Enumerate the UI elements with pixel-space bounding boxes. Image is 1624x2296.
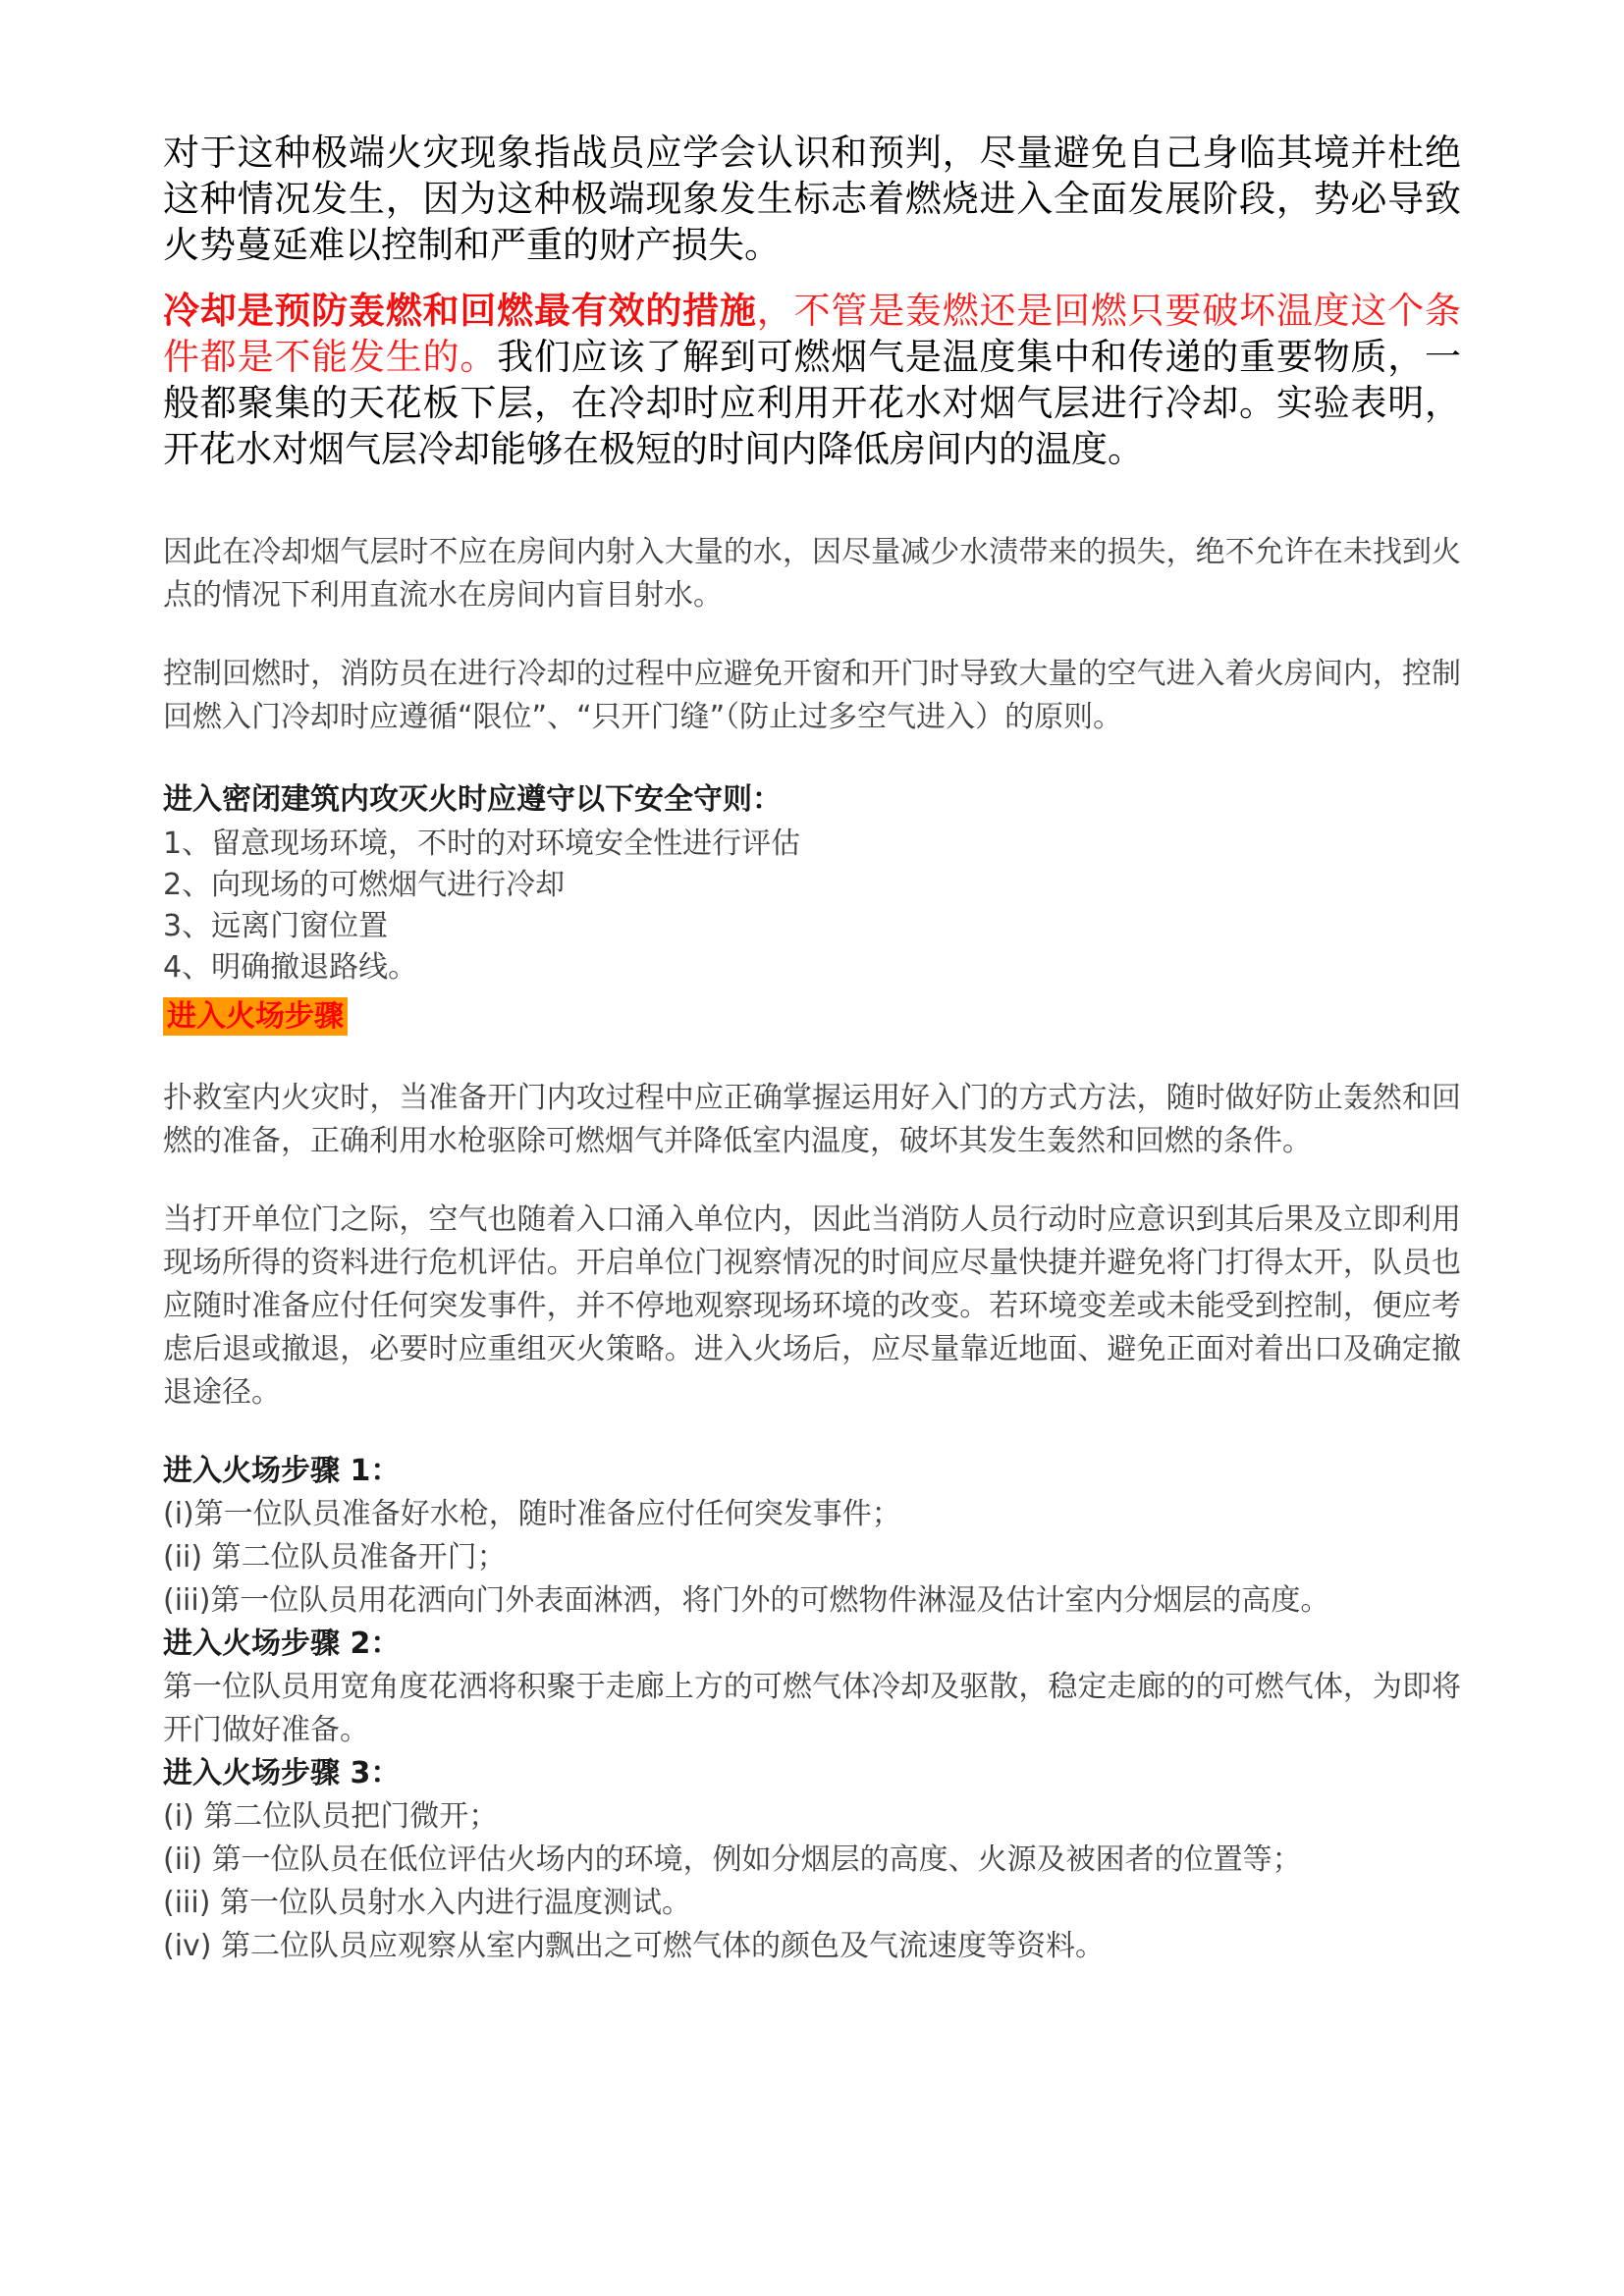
text-run: 3、远离门窗位置 [163, 909, 389, 943]
paragraph-backdraft-control [163, 653, 1461, 739]
text-run: 因此在冷却烟气层时不应在房间内射入大量的水，因尽量减少水渍带来的损失，绝不允许在未找到火点的情况下利用直流水在房间内盲目射水。 [163, 535, 1461, 613]
step-3-line-iii [163, 1882, 1461, 1925]
step-3-line-ii [163, 1839, 1461, 1882]
text-run: (iv) 第二位队员应观察从室内飘出之可燃气体的颜色及气流速度等资料。 [163, 1929, 1106, 1963]
text-run: (i) 第二位队员把门微开； [163, 1799, 499, 1834]
text-run: 对于这种极端火灾现象指战员应学会认识和预判，尽量避免自己身临其境并杜绝这种情况发生，因为这种极端现象发生标志着燃烧进入全面发展阶段，势必导致火势蔓延难以控制和严重的财产损失。 [163, 132, 1461, 266]
text-run: 控制回燃时，消防员在进行冷却的过程中应避免开窗和开门时导致大量的空气进入着火房间内，控制回燃入门冷却时应遵循“限位”、“只开门缝”（防止过多空气进入）的原则。 [163, 657, 1461, 734]
safety-rule-item-1 [163, 824, 1461, 865]
step-2-body [163, 1666, 1461, 1752]
text-run: (iii) 第一位队员射水入内进行温度测试。 [163, 1886, 691, 1920]
heading-text-run: 进入火场步骤 3： [163, 1756, 401, 1790]
step-1-line-i [163, 1493, 1461, 1536]
heading-entry-step-1 [163, 1450, 1461, 1493]
text-run: (iii)第一位队员用花洒向门外表面淋洒，将门外的可燃物件淋湿及估计室内分烟层的高度。 [163, 1583, 1330, 1618]
step-3-line-iv [163, 1925, 1461, 1968]
text-run: (i)第一位队员准备好水枪，随时准备应付任何突发事件； [163, 1497, 901, 1531]
red-bold-emphasis-run: 冷却是预防轰燃和回燃最有效的措施 [163, 289, 757, 332]
paragraph-door-entry-preparation [163, 1077, 1461, 1163]
heading-entry-step-3 [163, 1752, 1461, 1795]
heading-text-run: 进入火场步骤 1： [163, 1454, 401, 1488]
paragraph-door-opening-risk-assessment [163, 1199, 1461, 1415]
heading-text-run: 进入火场步骤 2： [163, 1627, 401, 1661]
safety-rule-item-4 [163, 947, 1461, 988]
text-run: 4、明确撤退路线。 [163, 950, 418, 985]
step-3-line-i [163, 1795, 1461, 1839]
heading-safety-rules [163, 778, 1461, 822]
heading-entry-step-2 [163, 1623, 1461, 1666]
text-run: 我们应该了解到可燃烟气是温度集中和传递的重要物质，一般都聚集的天花板下层，在冷却时应利用开花水对烟气层进行冷却。实验表明，开花水对烟气层冷却能够在极短的时间内降低房间内的温度。 [163, 336, 1462, 470]
text-run: 扑救室内火灾时，当准备开门内攻过程中应正确掌握运用好入门的方式方法，随时做好防止轰然和回燃的准备，正确利用水枪驱除可燃烟气并降低室内温度，破坏其发生轰然和回燃的条件。 [163, 1081, 1461, 1158]
paragraph-water-damage-caution [163, 531, 1461, 617]
safety-rule-item-2 [163, 865, 1461, 906]
text-run: 第一位队员用宽角度花洒将积聚于走廊上方的可燃气体冷却及驱散，稳定走廊的的可燃气体，为即将开门做好准备。 [163, 1670, 1461, 1747]
heading-text-run: 进入密闭建筑内攻灭火时应遵守以下安全守则： [163, 782, 782, 817]
document-content [163, 130, 1461, 1968]
red-emphasis-run: ，不管是轰燃还是回燃只要破坏温度这个条件都是不能发生的。 [163, 290, 1462, 378]
paragraph-extreme-fire-recognition [163, 130, 1461, 268]
highlighted-heading-entry-steps [163, 996, 1461, 1038]
step-1-line-ii [163, 1536, 1461, 1579]
safety-rule-item-3 [163, 906, 1461, 947]
text-run: 当打开单位门之际，空气也随着入口涌入单位内，因此当消防人员行动时应意识到其后果及立即利用现场所得的资料进行危机评估。开启单位门视察情况的时间应尽量快捷并避免将门打得太开，队员也应随时准备应付任何突发事件，并不停地观察现场环境的改变。若环境变差或未能受到控制，便应考虑后退或撤退，必要时应重组灭火策略。进入火场后，应尽量靠近地面、避免正面对着出口及确定撤退途径。 [163, 1202, 1461, 1410]
step-1-line-iii [163, 1579, 1461, 1623]
highlighted-heading-text: 进入火场步骤 [163, 997, 348, 1036]
paragraph-cooling-prevention [163, 288, 1461, 472]
text-run: (ii) 第二位队员准备开门； [163, 1540, 507, 1575]
text-run: 1、留意现场环境，不时的对环境安全性进行评估 [163, 827, 801, 861]
text-run: (ii) 第一位队员在低位评估火场内的环境，例如分烟层的高度、火源及被困者的位置等； [163, 1842, 1302, 1877]
text-run: 2、向现场的可燃烟气进行冷却 [163, 868, 566, 902]
